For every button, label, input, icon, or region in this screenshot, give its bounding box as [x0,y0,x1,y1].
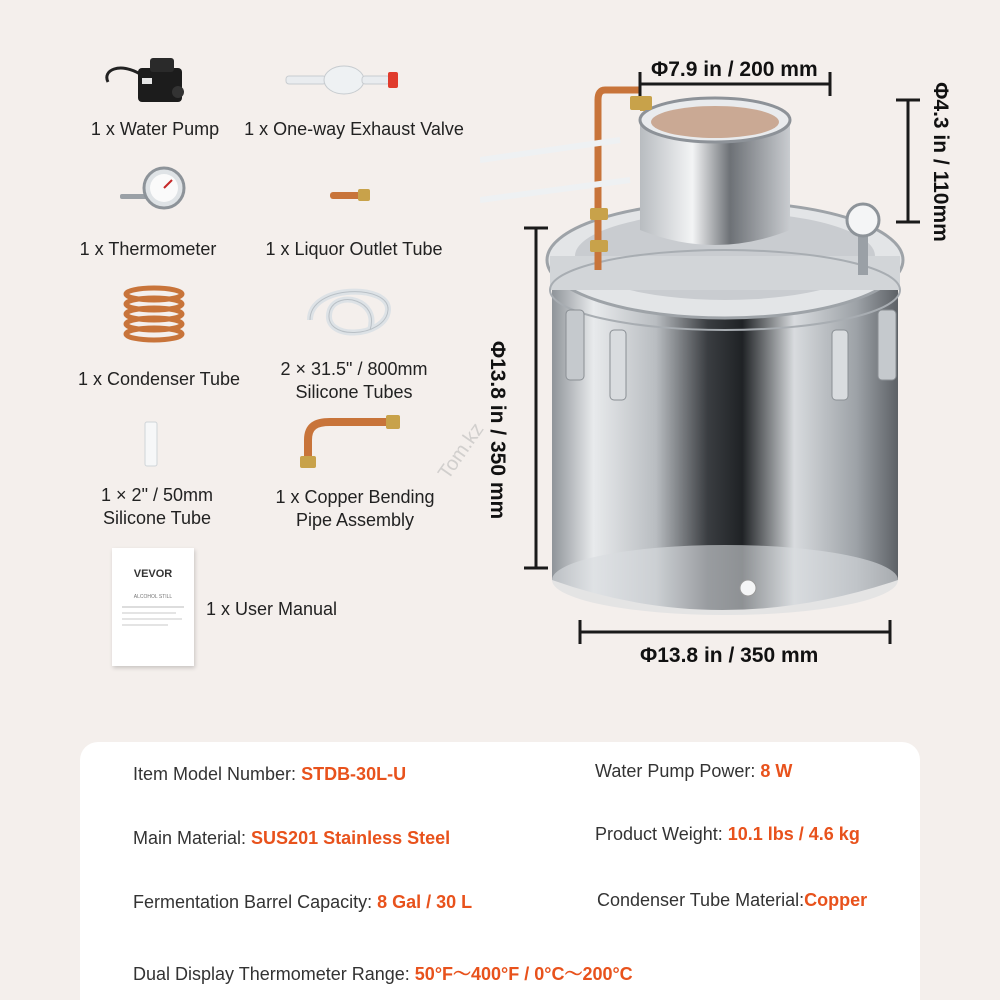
spec-pump-power-value: 8 W [760,761,793,781]
spec-pump-power-label: Water Pump Power: [595,761,761,781]
spec-thermo-range-label: Dual Display Thermometer Range: [133,964,415,984]
spec-model-value: STDB-30L-U [301,764,407,784]
accessory-label-water-pump: 1 x Water Pump [90,119,220,139]
silicone-tubes-line-1: 2 × 31.5" / 800mm [280,359,428,379]
spec-pump-power [595,761,792,782]
spec-capacity-value: 8 Gal / 30 L [377,892,473,912]
accessory-label-thermometer: 1 x Thermometer [79,239,217,259]
spec-condenser [597,890,867,911]
spec-capacity [133,892,472,913]
short-silicone-tube-line-1: 1 × 2" / 50mm [101,485,213,505]
spec-thermo-range-value: 50°F～400°F / 0°C～200°C [414,964,633,984]
spec-condenser-label: Condenser Tube Material: [597,890,805,910]
spec-model-label: Item Model Number: [133,764,302,784]
dimension-body-height: Φ13.8 in / 350 mm [486,340,510,520]
manual-brand: VEVOR [133,568,173,580]
silicone-tubes-line-2: Silicone Tubes [295,382,413,402]
spec-model [133,764,406,785]
accessory-label-user-manual: 1 x User Manual [206,599,338,619]
dimension-top-diameter: Φ7.9 in / 200 mm [651,58,818,81]
copper-pipe-line-1: 1 x Copper Bending [275,487,435,507]
spec-weight-value: 10.1 lbs / 4.6 kg [727,824,860,844]
short-silicone-tube-line-2: Silicone Tube [102,508,212,528]
spec-capacity-label: Fermentation Barrel Capacity: [133,892,378,912]
spec-weight [595,824,860,845]
watermark: Tom.kz [434,418,489,484]
accessory-label-condenser-tube: 1 x Condenser Tube [77,369,241,389]
spec-material-label: Main Material: [133,828,252,848]
accessory-label-liquor-outlet-tube: 1 x Liquor Outlet Tube [265,239,443,259]
spec-weight-label: Product Weight: [595,824,728,844]
copper-pipe-line-2: Pipe Assembly [295,510,415,530]
spec-material-value: SUS201 Stainless Steel [251,828,451,848]
spec-thermo-range [133,960,633,986]
manual-subtitle: ALCOHOL STILL [133,594,173,600]
accessory-label-exhaust-valve: 1 x One-way Exhaust Valve [244,119,464,139]
dimension-top-height: Φ4.3 in / 110mm [928,82,952,242]
spec-condenser-value: Copper [804,890,868,910]
spec-material [133,828,450,849]
dimension-body-width: Φ13.8 in / 350 mm [640,644,819,667]
